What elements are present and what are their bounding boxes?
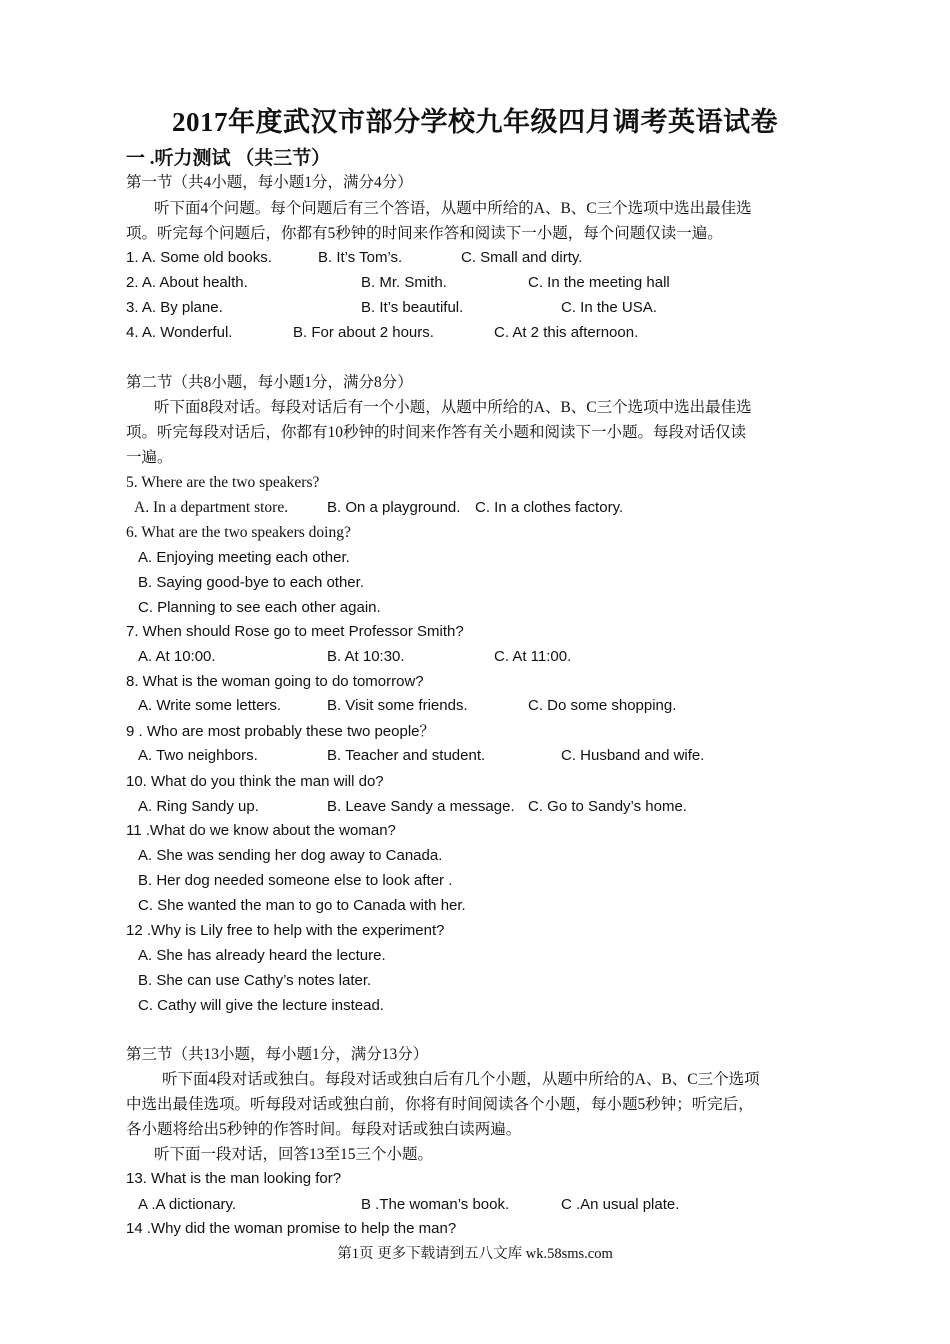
q1-option-c: C. Small and dirty. [461, 249, 583, 266]
q2-option-b: B. Mr. Smith. [361, 274, 447, 291]
q11-option-b: B. Her dog needed someone else to look after . [138, 872, 453, 889]
q5-option-c: C. In a clothes factory. [475, 499, 624, 516]
q7-option-c: C. At 11:00. [494, 648, 572, 665]
q4-option-c: C. At 2 this afternoon. [494, 324, 639, 341]
part3-header: 第三节（共13小题，每小题1分，满分13分） [126, 1046, 429, 1063]
q8-option-b: B. Visit some friends. [327, 697, 468, 714]
q6-question: 6. What are the two speakers doing? [126, 524, 351, 541]
q9-option-c: C. Husband and wife. [561, 747, 705, 764]
q2-option-c: C. In the meeting hall [528, 274, 670, 291]
q3-option-c: C. In the USA. [561, 299, 657, 316]
q9-option-b: B. Teacher and student. [327, 747, 486, 764]
q6-option-b: B. Saying good-bye to each other. [138, 574, 364, 591]
q6-option-a: A. Enjoying meeting each other. [138, 549, 350, 566]
part3-instruction-line3: 各小题将给出5秒钟的作答时间。每段对话或独白读两遍。 [126, 1121, 522, 1138]
part3-instruction-line1: 听下面4段对话或独白。每段对话或独白后有几个小题，从题中所给的A、B、C三个选项 [162, 1071, 760, 1088]
q12-option-a: A. She has already heard the lecture. [138, 947, 386, 964]
q1-option-a: 1. A. Some old books. [126, 249, 272, 266]
q6-option-c: C. Planning to see each other again. [138, 599, 381, 616]
part2-instruction-line2: 项。听完每段对话后，你都有10秒钟的时间来作答有关小题和阅读下一小题。每段对话仅读 [126, 424, 747, 441]
q12-option-c: C. Cathy will give the lecture instead. [138, 997, 384, 1014]
q9-question: 9 . Who are most probably these two people？ [126, 723, 435, 740]
q11-option-a: A. She was sending her dog away to Canada. [138, 847, 443, 864]
q5-option-a: A. In a department store. [134, 499, 289, 516]
q4-option-a: 4. A. Wonderful. [126, 324, 233, 341]
q3-option-a: 3. A. By plane. [126, 299, 223, 316]
q12-question: 12 .Why is Lily free to help with the experiment? [126, 922, 445, 939]
q11-option-c: C. She wanted the man to go to Canada with her. [138, 897, 466, 914]
q13-option-b: B .The woman’s book. [361, 1196, 510, 1213]
q10-option-a: A. Ring Sandy up. [138, 798, 259, 815]
part1-header: 第一节（共4小题，每小题1分，满分4分） [126, 174, 413, 191]
q4-option-b: B. For about 2 hours. [293, 324, 434, 341]
q8-option-c: C. Do some shopping. [528, 697, 677, 714]
q10-option-b: B. Leave Sandy a message. [327, 798, 515, 815]
part1-instruction-line2: 项。听完每个问题后，你都有5秒钟的时间来作答和阅读下一小题，每个问题仅读一遍。 [126, 225, 723, 242]
q13-question: 13. What is the man looking for? [126, 1170, 342, 1187]
part3-instruction-line4: 听下面一段对话，回答13至15三个小题。 [154, 1146, 434, 1163]
q9-option-a: A. Two neighbors. [138, 747, 258, 764]
section-heading: 一 .听力测试 （共三节） [126, 148, 331, 169]
q11-question: 11 .What do we know about the woman? [126, 822, 396, 839]
part2-header: 第二节（共8小题，每小题1分，满分8分） [126, 374, 413, 391]
q8-question: 8. What is the woman going to do tomorrow? [126, 673, 424, 690]
q2-option-a: 2. A. About health. [126, 274, 248, 291]
q7-option-a: A. At 10:00. [138, 648, 216, 665]
part2-instruction-line3: 一遍。 [126, 449, 173, 466]
q7-option-b: B. At 10:30. [327, 648, 405, 665]
page-footer: 第1页 更多下载请到五八文库 wk.58sms.com [337, 1246, 613, 1262]
q13-option-a: A .A dictionary. [138, 1196, 237, 1213]
q13-option-c: C .An usual plate. [561, 1196, 680, 1213]
q5-question: 5. Where are the two speakers? [126, 474, 320, 491]
q1-option-b: B. It’s Tom’s. [318, 249, 403, 266]
part3-instruction-line2: 中选出最佳选项。听每段对话或独白前，你将有时间阅读各个小题，每小题5秒钟；听完后， [126, 1096, 754, 1113]
q10-question: 10. What do you think the man will do? [126, 773, 384, 790]
q3-option-b: B. It’s beautiful. [361, 299, 464, 316]
part2-instruction-line1: 听下面8段对话。每段对话后有一个小题，从题中所给的A、B、C三个选项中选出最佳选 [154, 399, 752, 416]
exam-title: 2017年度武汉市部分学校九年级四月调考英语试卷 [172, 107, 778, 137]
q7-question: 7. When should Rose go to meet Professor Smith? [126, 623, 464, 640]
q8-option-a: A. Write some letters. [138, 697, 282, 714]
q14-question: 14 .Why did the woman promise to help the man? [126, 1220, 457, 1237]
part1-instruction-line1: 听下面4个问题。每个问题后有三个答语，从题中所给的A、B、C三个选项中选出最佳选 [154, 200, 752, 217]
q10-option-c: C. Go to Sandy’s home. [528, 798, 687, 815]
q12-option-b: B. She can use Cathy’s notes later. [138, 972, 372, 989]
q5-option-b: B. On a playground. [327, 499, 461, 516]
